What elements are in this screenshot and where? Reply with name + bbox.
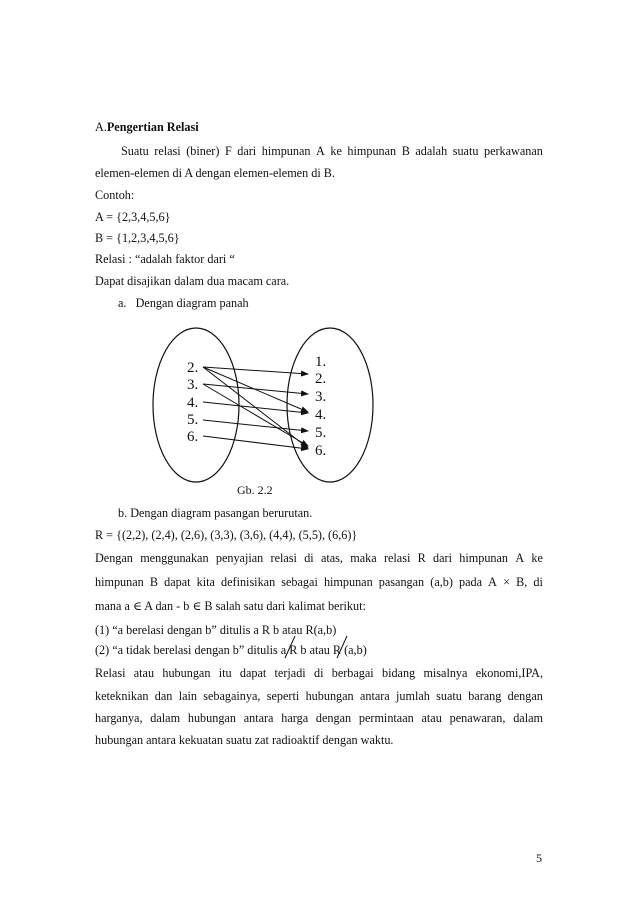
presentation-intro: Dapat disajikan dalam dua macam cara. xyxy=(95,274,290,288)
word: ke xyxy=(330,144,342,158)
codomain-item: 4. xyxy=(315,407,327,423)
paragraph3-line1 xyxy=(95,666,543,680)
word: Suatu xyxy=(121,144,149,158)
negation-slash-1 xyxy=(285,636,295,658)
word: F xyxy=(224,144,232,158)
paragraph3-line2 xyxy=(95,689,543,703)
domain-item: 2. xyxy=(187,360,199,376)
word: itu xyxy=(218,666,232,680)
word: dengan xyxy=(315,711,352,725)
word: pada xyxy=(459,575,483,589)
item-a-text: Dengan diagram panah xyxy=(135,296,249,310)
page-number: 5 xyxy=(536,851,542,865)
word: dalam xyxy=(513,711,543,725)
figure-caption: Gb. 2.2 xyxy=(237,483,273,497)
word: suatu xyxy=(436,689,462,703)
word: harganya, xyxy=(95,711,143,725)
word: bidang xyxy=(381,666,416,680)
word: pasangan xyxy=(378,575,425,589)
word: adalah xyxy=(415,144,448,158)
word: perkawanan xyxy=(483,144,543,158)
set-b: B = {1,2,3,4,5,6} xyxy=(95,231,180,245)
word: kita xyxy=(196,575,215,589)
codomain-item: 3. xyxy=(315,389,327,405)
word: ekonomi,IPA, xyxy=(475,666,543,680)
word: Relasi xyxy=(95,666,126,680)
word: himpunan xyxy=(95,575,144,589)
word: di xyxy=(533,575,543,589)
word: permintaan xyxy=(358,711,414,725)
paragraph3-line4: hubungan antara kekuatan suatu zat radioaktif dengan waktu. xyxy=(95,733,394,747)
heading-prefix: A. xyxy=(95,120,107,134)
word: barang xyxy=(468,689,502,703)
word: maka xyxy=(350,551,377,565)
word: himpunan xyxy=(459,551,509,565)
paragraph2-line3: mana a ∈ A dan - b ∈ B salah satu dari kalimat berikut: xyxy=(95,599,366,613)
word: sebagainya, xyxy=(203,689,261,703)
word: dapat xyxy=(164,575,191,589)
word: lain xyxy=(178,689,197,703)
word: antara xyxy=(359,689,390,703)
domain-item: 3. xyxy=(187,377,199,393)
word: jumlah xyxy=(396,689,430,703)
word: B, xyxy=(516,575,528,589)
word: atau xyxy=(421,711,442,725)
word: relasi xyxy=(154,144,181,158)
word: harga xyxy=(281,711,309,725)
word: hubungan xyxy=(187,711,236,725)
paragraph3-line3 xyxy=(95,711,543,725)
word: definisikan xyxy=(221,575,276,589)
word: atas, xyxy=(320,551,343,565)
paragraph1-line2: elemen-elemen di A dengan elemen-elemen di B. xyxy=(95,166,335,180)
word: himpunan xyxy=(261,144,311,158)
set-a: A = {2,3,4,5,6} xyxy=(95,210,171,224)
word: Dengan xyxy=(95,551,133,565)
word: relasi xyxy=(383,551,411,565)
heading-title: Pengertian Relasi xyxy=(106,120,199,134)
word: A xyxy=(316,144,325,158)
word: himpunan xyxy=(323,575,373,589)
word: penawaran, xyxy=(449,711,506,725)
word: hubungan xyxy=(162,666,211,680)
word: suatu xyxy=(452,144,479,158)
word: A xyxy=(515,551,525,565)
relation-definition: Relasi : “adalah faktor dari “ xyxy=(95,252,235,266)
word: dalam xyxy=(150,711,181,725)
relation-set: R = {(2,2), (2,4), (2,6), (3,3), (3,6), (4,4), (5,5), (6,6)} xyxy=(95,528,358,542)
word: di xyxy=(313,666,324,680)
word: di xyxy=(304,551,314,565)
codomain-item: 5. xyxy=(315,425,327,441)
word: dari xyxy=(433,551,452,565)
word: keteknikan xyxy=(95,689,149,703)
word: dan xyxy=(154,689,173,703)
word: menggunakan xyxy=(140,551,209,565)
word: sebagai xyxy=(281,575,318,589)
word: B xyxy=(149,575,158,589)
point-1: (1) “a berelasi dengan b” ditulis a R b atau R(a,b) xyxy=(95,623,337,637)
word: × xyxy=(503,575,510,589)
word: relasi xyxy=(270,551,297,565)
codomain-item: 1. xyxy=(315,354,327,370)
codomain-item: 6. xyxy=(315,443,327,459)
item-b: b. Dengan diagram pasangan berurutan. xyxy=(118,506,313,520)
word: penyajian xyxy=(215,551,264,565)
word: dari xyxy=(237,144,257,158)
domain-item: 5. xyxy=(187,412,199,428)
contoh-label: Contoh: xyxy=(95,188,135,202)
point-2: (2) “a tidak berelasi dengan b” ditulis a R b atau R (a,b) xyxy=(95,643,367,657)
word: B xyxy=(401,144,410,158)
domain-item: 4. xyxy=(187,395,199,411)
word: antara xyxy=(243,711,274,725)
word: dapat xyxy=(239,666,267,680)
word: berbagai xyxy=(331,666,374,680)
word: terjadi xyxy=(274,666,306,680)
word: dengan xyxy=(507,689,543,703)
domain-item: 6. xyxy=(187,429,199,445)
item-a-marker: a. xyxy=(118,296,127,310)
word: (biner) xyxy=(186,144,220,158)
word: R xyxy=(417,551,426,565)
word: ke xyxy=(531,551,543,565)
word: atau xyxy=(133,666,155,680)
word: hubungan xyxy=(305,689,354,703)
word: seperti xyxy=(266,689,300,703)
word: A xyxy=(488,575,497,589)
word: (a,b) xyxy=(430,575,453,589)
word: himpunan xyxy=(347,144,397,158)
codomain-item: 2. xyxy=(315,371,327,387)
word: misalnya xyxy=(423,666,468,680)
negation-slash-2 xyxy=(337,636,347,658)
